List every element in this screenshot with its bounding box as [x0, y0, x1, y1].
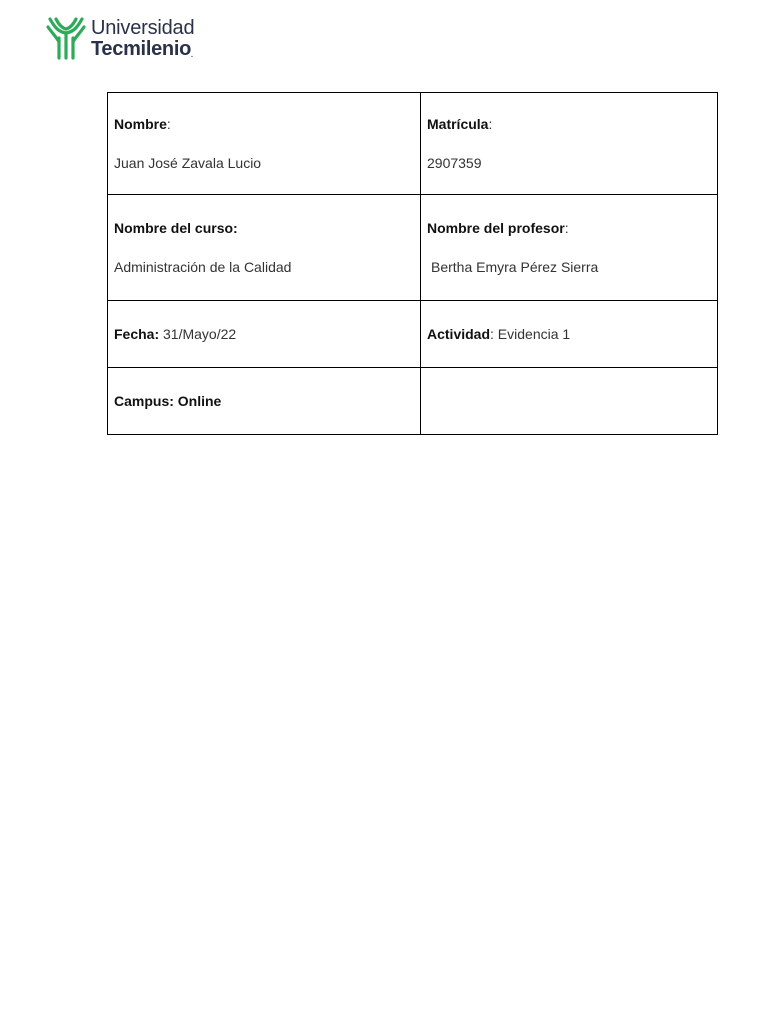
nombre-separator: : — [166, 116, 171, 133]
nombre-label-line — [114, 116, 414, 132]
table-row — [108, 93, 718, 195]
profesor-value: Bertha Emyra Pérez Sierra — [431, 258, 599, 275]
university-logo — [46, 16, 194, 60]
actividad-cell — [421, 301, 718, 368]
curso-value: Administración de la Calidad — [114, 258, 292, 275]
profesor-separator: : — [564, 220, 569, 237]
actividad-label: Actividad — [427, 325, 491, 342]
nombre-value: Juan José Zavala Lucio — [114, 154, 262, 171]
nombre-cell — [108, 93, 421, 195]
curso-label: Nombre del curso: — [114, 220, 238, 237]
table-row — [108, 195, 718, 301]
profesor-cell — [421, 195, 718, 301]
table-row — [108, 301, 718, 368]
matricula-value: 2907359 — [427, 154, 482, 171]
tecmilenio-logo-icon — [46, 16, 86, 60]
curso-cell — [108, 195, 421, 301]
matricula-label-line — [427, 116, 711, 132]
logo-line-universidad: Universidad — [91, 16, 195, 39]
table-row — [108, 368, 718, 435]
nombre-label: Nombre — [114, 116, 167, 133]
matricula-cell — [421, 93, 718, 195]
fecha-cell — [108, 301, 421, 368]
logo-wordmark — [91, 18, 194, 59]
profesor-label-line — [427, 220, 711, 236]
campus-cell — [108, 368, 421, 435]
logo-tecmilenio-text: Tecmilenio — [91, 37, 191, 60]
campus-label: Campus: Online — [114, 392, 222, 409]
actividad-value: : Evidencia 1 — [490, 325, 571, 342]
fecha-value: 31/Mayo/22 — [159, 325, 237, 342]
logo-registered-mark: . — [191, 51, 193, 59]
student-info-table — [107, 92, 718, 435]
matricula-separator: : — [488, 116, 493, 133]
logo-line-tecmilenio — [91, 39, 194, 59]
profesor-label: Nombre del profesor — [427, 220, 565, 237]
matricula-label: Matrícula — [427, 116, 489, 133]
curso-label-line — [114, 220, 414, 236]
fecha-label: Fecha: — [114, 325, 160, 342]
empty-cell — [421, 368, 718, 435]
